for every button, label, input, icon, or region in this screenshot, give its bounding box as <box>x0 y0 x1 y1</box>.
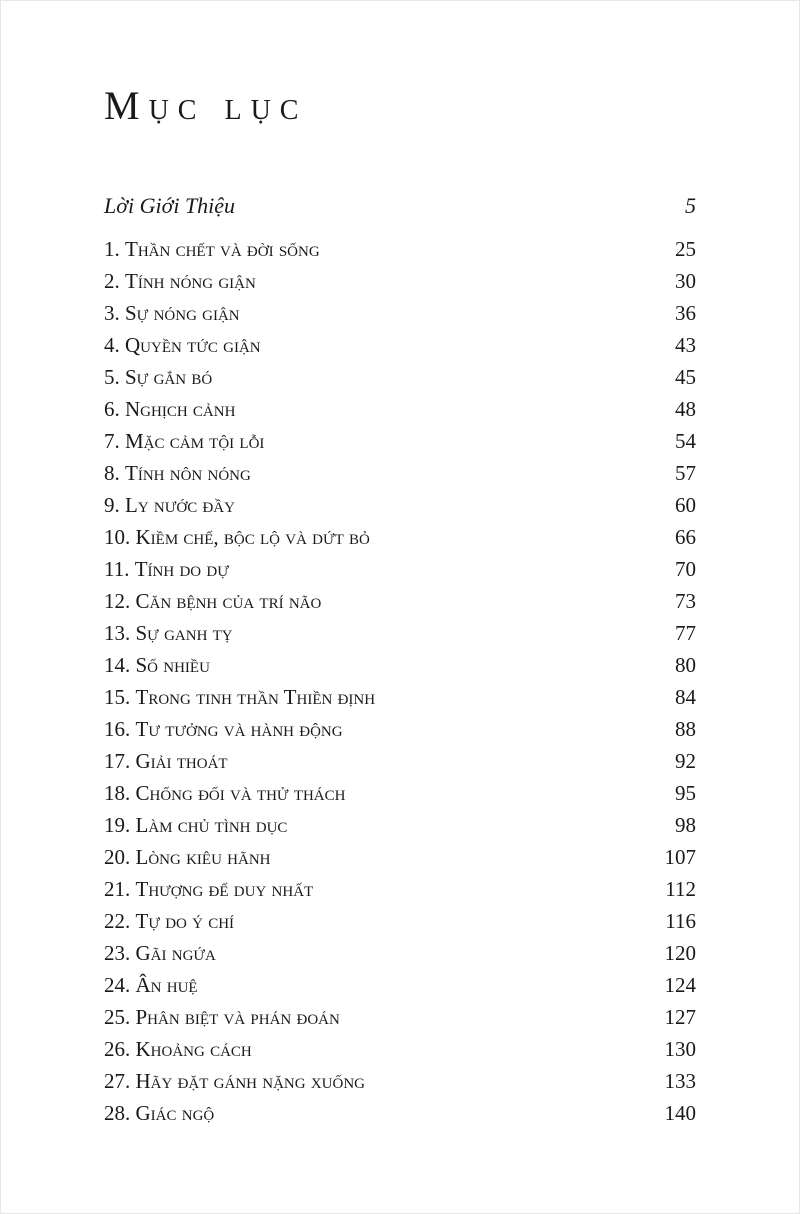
toc-entry <box>104 745 696 777</box>
toc-entry-page: 25 <box>675 237 696 261</box>
toc-entry-label: Tư tưởng và hành động <box>135 717 343 741</box>
toc-entry-label: Tính nôn nóng <box>125 461 251 485</box>
toc-entry-page: 54 <box>675 429 696 453</box>
toc-entry-label: Làm chủ tình dục <box>135 813 288 837</box>
toc-entry <box>104 585 696 617</box>
toc-entry-label: Sự nóng giận <box>125 301 240 325</box>
toc-entry <box>104 841 696 873</box>
toc-entry-page: 70 <box>675 557 696 581</box>
toc-entry-number: 10. <box>104 525 131 549</box>
toc-entry-label: Sự ganh tỵ <box>135 621 233 645</box>
toc-entry <box>104 777 696 809</box>
toc-entry-page: 43 <box>675 333 696 357</box>
toc-entry-number: 22. <box>104 909 131 933</box>
toc-entry-number: 23. <box>104 941 131 965</box>
toc-entry-page: 107 <box>664 845 696 869</box>
toc-entry-number: 11. <box>104 557 130 581</box>
toc-entry-label: Tính do dự <box>134 557 229 581</box>
toc-entry-page: 116 <box>665 909 696 933</box>
toc-entry-number: 15. <box>104 685 131 709</box>
toc-entry-label: Gãi ngứa <box>135 941 216 965</box>
toc-entry-number: 7. <box>104 429 120 453</box>
toc-entry-number: 25. <box>104 1005 131 1029</box>
toc-entry <box>104 937 696 969</box>
toc-entry-page: 36 <box>675 301 696 325</box>
toc-entry-page: 45 <box>675 365 696 389</box>
toc-entry-page: 133 <box>664 1069 696 1093</box>
toc-entry-number: 13. <box>104 621 131 645</box>
toc-entry-label: Số nhiều <box>135 653 210 677</box>
page-title: Mục lục <box>104 83 308 128</box>
toc-entry-label: Ly nước đầy <box>125 493 235 517</box>
toc-entry-label: Kiềm chế, bộc lộ và dứt bỏ <box>135 525 370 549</box>
toc-entry-label: Giải thoát <box>135 749 228 773</box>
toc-entry <box>104 873 696 905</box>
toc-entry <box>104 649 696 681</box>
toc-entry-page: 98 <box>675 813 696 837</box>
toc-entry-page: 88 <box>675 717 696 741</box>
toc-entry-label: Quyền tức giận <box>125 333 261 357</box>
toc-entry-label: Hãy đặt gánh nặng xuống <box>135 1069 365 1093</box>
toc-entry-number: 28. <box>104 1101 131 1125</box>
toc-entry-label: Lòng kiêu hãnh <box>135 845 271 869</box>
toc-intro-row <box>104 193 696 223</box>
toc-entry-page: 127 <box>664 1005 696 1029</box>
toc-entry <box>104 713 696 745</box>
toc-entry-page: 77 <box>675 621 696 645</box>
toc-entry-number: 17. <box>104 749 131 773</box>
toc-entry <box>104 457 696 489</box>
toc-entry-number: 18. <box>104 781 131 805</box>
toc-entry-number: 27. <box>104 1069 131 1093</box>
toc-entry-label: Mặc cảm tội lỗi <box>125 429 265 453</box>
toc-entry <box>104 809 696 841</box>
table-of-contents <box>104 233 696 1129</box>
toc-entry <box>104 297 696 329</box>
toc-entry-label: Giác ngộ <box>135 1101 215 1125</box>
toc-entry <box>104 425 696 457</box>
toc-entry <box>104 489 696 521</box>
toc-entry-page: 30 <box>675 269 696 293</box>
toc-entry-page: 140 <box>664 1101 696 1125</box>
toc-entry-label: Căn bệnh của trí não <box>135 589 322 613</box>
toc-entry-page: 112 <box>665 877 696 901</box>
toc-entry-page: 73 <box>675 589 696 613</box>
toc-entry-page: 84 <box>675 685 696 709</box>
toc-entry-label: Khoảng cách <box>135 1037 252 1061</box>
toc-entry <box>104 393 696 425</box>
toc-entry-number: 6. <box>104 397 120 421</box>
toc-entry <box>104 1033 696 1065</box>
toc-entry <box>104 265 696 297</box>
toc-entry-page: 95 <box>675 781 696 805</box>
toc-entry-label: Nghịch cảnh <box>125 397 236 421</box>
toc-entry <box>104 553 696 585</box>
toc-entry-label: Trong tinh thần Thiền định <box>135 685 376 709</box>
toc-entry <box>104 905 696 937</box>
toc-entry <box>104 1001 696 1033</box>
toc-entry <box>104 521 696 553</box>
toc-entry <box>104 969 696 1001</box>
toc-entry-page: 130 <box>664 1037 696 1061</box>
toc-entry <box>104 681 696 713</box>
toc-entry-label: Chống đối và thử thách <box>135 781 346 805</box>
toc-entry-page: 57 <box>675 461 696 485</box>
toc-entry-label: Ân huệ <box>135 973 198 997</box>
toc-entry-label: Thượng đế duy nhất <box>135 877 314 901</box>
toc-entry-number: 20. <box>104 845 131 869</box>
toc-entry-label: Thần chết và đời sống <box>125 237 320 261</box>
toc-entry <box>104 617 696 649</box>
toc-entry-label: Phân biệt và phán đoán <box>135 1005 340 1029</box>
toc-entry-label: Sự gắn bó <box>125 365 213 389</box>
toc-entry-number: 5. <box>104 365 120 389</box>
toc-entry-page: 124 <box>664 973 696 997</box>
toc-entry-number: 14. <box>104 653 131 677</box>
toc-entry-number: 16. <box>104 717 131 741</box>
toc-entry-number: 21. <box>104 877 131 901</box>
toc-entry <box>104 1097 696 1129</box>
toc-entry <box>104 361 696 393</box>
toc-intro-label: Lời Giới Thiệu <box>104 193 236 218</box>
toc-entry-number: 1. <box>104 237 120 261</box>
toc-intro-page: 5 <box>685 193 696 218</box>
toc-entry-number: 24. <box>104 973 131 997</box>
toc-entry-page: 120 <box>664 941 696 965</box>
toc-entry-page: 80 <box>675 653 696 677</box>
toc-entry-number: 9. <box>104 493 120 517</box>
toc-entry <box>104 329 696 361</box>
toc-entry-page: 66 <box>675 525 696 549</box>
toc-entry-number: 26. <box>104 1037 131 1061</box>
toc-entry-number: 4. <box>104 333 120 357</box>
toc-entry-page: 60 <box>675 493 696 517</box>
toc-entry-label: Tính nóng giận <box>125 269 256 293</box>
toc-entry-label: Tự do ý chí <box>135 909 235 933</box>
toc-entry-number: 8. <box>104 461 120 485</box>
toc-entry-number: 12. <box>104 589 131 613</box>
toc-entry-page: 92 <box>675 749 696 773</box>
toc-entry-number: 2. <box>104 269 120 293</box>
toc-entry-page: 48 <box>675 397 696 421</box>
toc-entry-number: 3. <box>104 301 120 325</box>
toc-entry <box>104 1065 696 1097</box>
toc-entry-number: 19. <box>104 813 131 837</box>
toc-entry <box>104 233 696 265</box>
